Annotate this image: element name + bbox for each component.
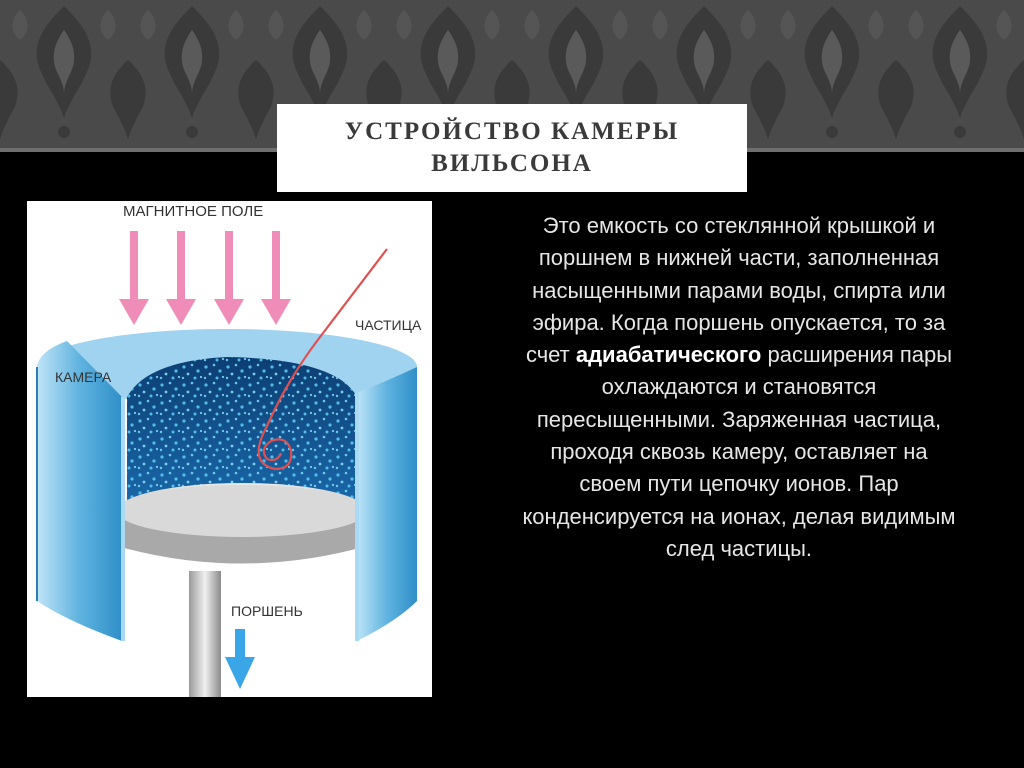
wilson-chamber-figure [27, 201, 432, 697]
label-piston: ПОРШЕНЬ [231, 603, 303, 619]
description-part1: Это емкость со стеклянной крышкой и поршнем в нижней части, заполненная насыщенными парами воды, спирта или эфира. Когда поршень опускается, то за счет [525, 213, 946, 368]
description-bold-term: адиабатического [575, 342, 762, 368]
label-particle: ЧАСТИЦА [355, 317, 422, 333]
slide-title: УСТРОЙСТВО КАМЕРЫ ВИЛЬСОНА [344, 118, 680, 177]
field-arrows [119, 231, 291, 325]
piston-arrow [225, 629, 255, 689]
chamber-illustration [27, 201, 432, 697]
description-text [520, 210, 958, 565]
description-part2: расширения пары охлаждаются и становятся пересыщенными. Заряженная частица, проходя сквозь камеру, оставляет на своем пути цепочку ионов. Пар конденсируется на ионах, делая видимым след частицы. [522, 342, 956, 561]
label-magnetic-field: МАГНИТНОЕ ПОЛЕ [123, 203, 264, 220]
title-box [277, 104, 747, 192]
label-chamber: КАМЕРА [55, 369, 112, 385]
